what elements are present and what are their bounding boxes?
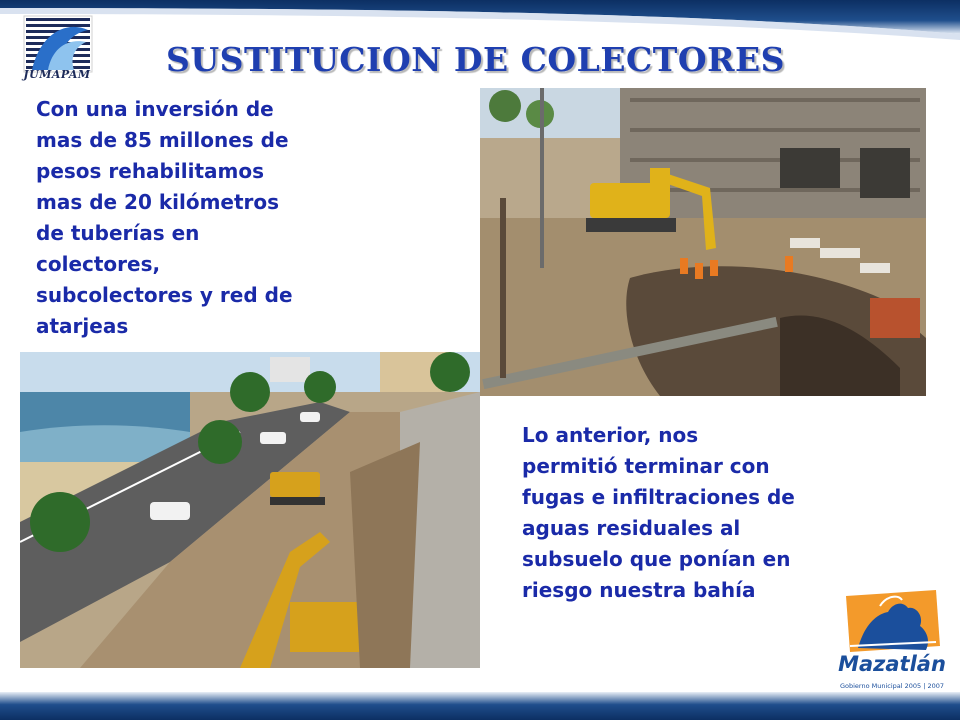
paragraph-line: mas de 85 millones de <box>36 128 289 152</box>
mazatlan-logo-name: Mazatlán <box>838 652 946 676</box>
bottom-band <box>0 692 960 720</box>
paragraph-line: mas de 20 kilómetros <box>36 190 280 214</box>
paragraph-line: de tuberías en <box>36 221 200 245</box>
paragraph-line: atarjeas <box>36 314 129 338</box>
investment-paragraph <box>36 94 476 342</box>
malecon-construction-photo <box>20 352 480 668</box>
mazatlan-logo <box>836 586 948 694</box>
jumapam-logo-text: JUMAPAM <box>23 68 91 81</box>
paragraph-line: Lo anterior, nos <box>522 423 699 447</box>
paragraph-line: permitió terminar con <box>522 454 770 478</box>
paragraph-line: colectores, <box>36 252 161 276</box>
paragraph-line: pesos rehabilitamos <box>36 159 264 183</box>
paragraph-line: subcolectores y red de <box>36 283 293 307</box>
paragraph-line: aguas residuales al <box>522 516 741 540</box>
paragraph-line: subsuelo que ponían en <box>522 547 791 571</box>
paragraph-line: riesgo nuestra bahía <box>522 578 756 602</box>
paragraph-line: fugas e infiltraciones de <box>522 485 795 509</box>
construction-site-photo <box>480 88 926 396</box>
slide-title: SUSTITUCION DE COLECTORES <box>166 40 785 79</box>
mazatlan-logo-caption: Gobierno Municipal 2005 | 2007 <box>839 682 945 690</box>
paragraph-line: Con una inversión de <box>36 97 274 121</box>
results-paragraph <box>522 420 902 606</box>
top-band <box>0 0 960 40</box>
